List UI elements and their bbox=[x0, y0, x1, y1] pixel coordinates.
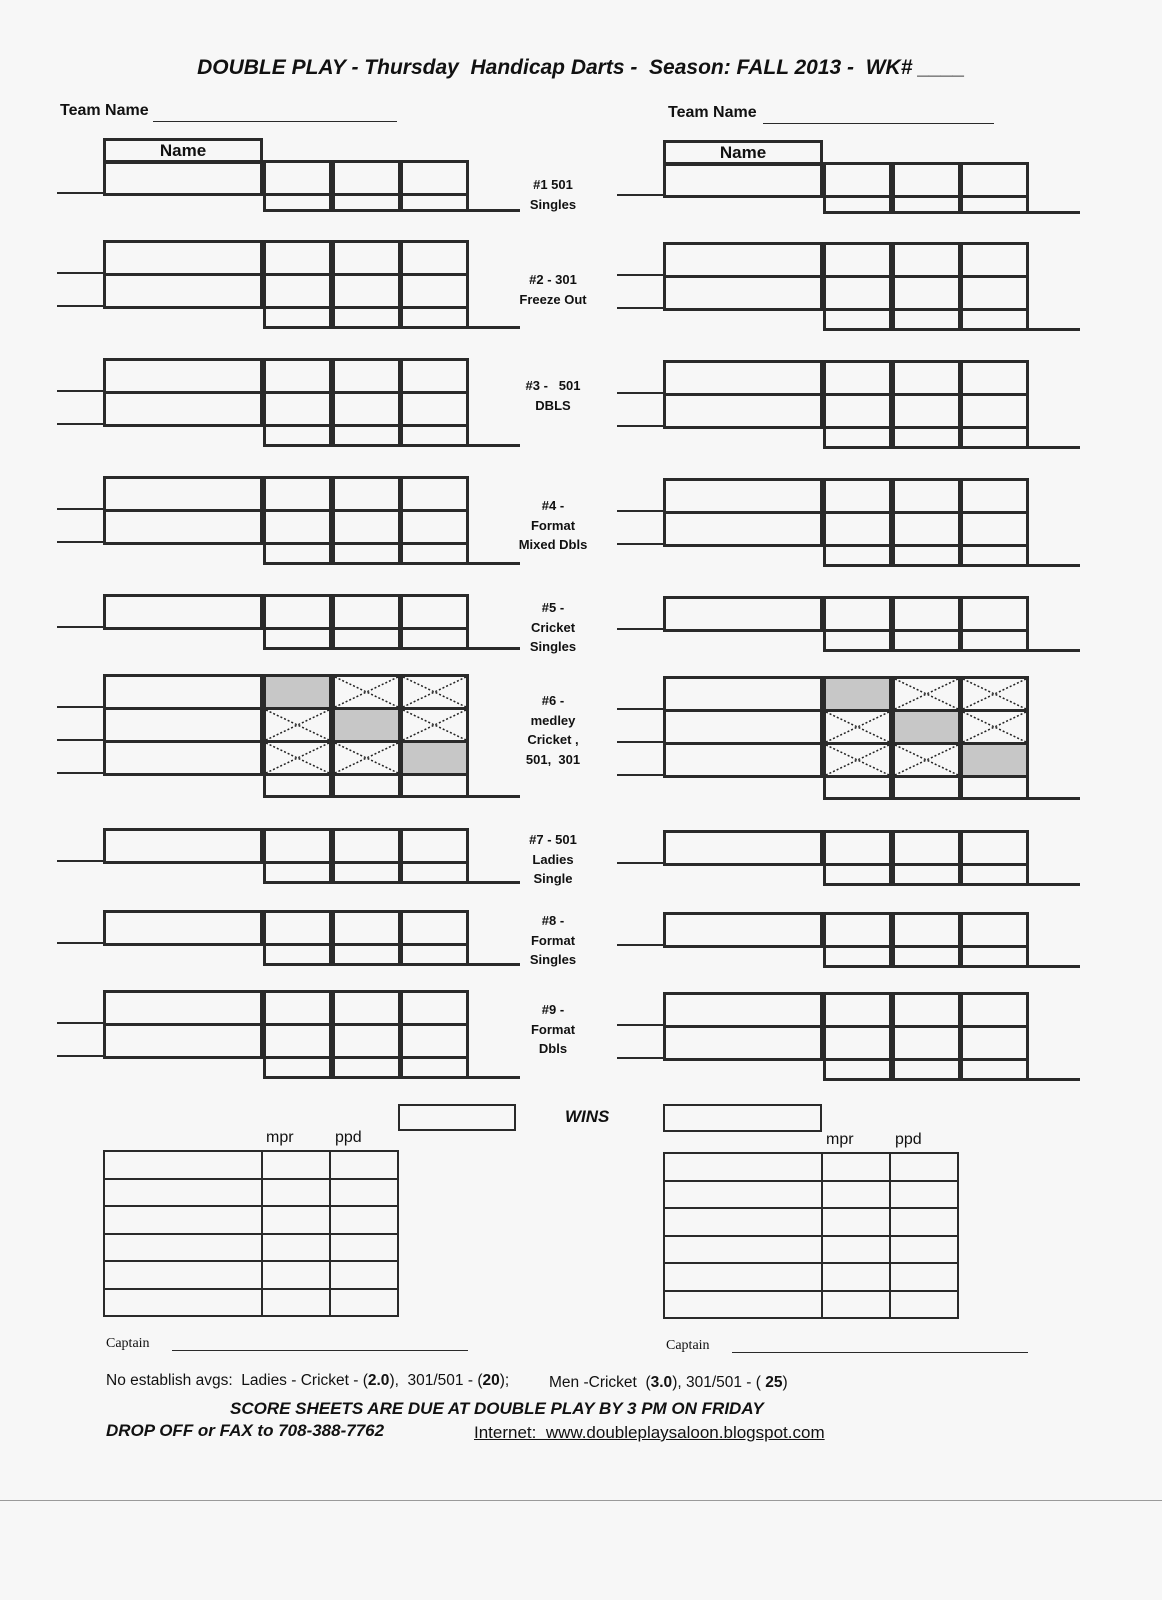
game-result-cell[interactable] bbox=[332, 943, 401, 966]
stat-ppd-cell[interactable] bbox=[329, 1260, 399, 1290]
stat-player-cell[interactable] bbox=[663, 1290, 823, 1320]
stat-ppd-cell[interactable] bbox=[329, 1178, 399, 1208]
game-result-cell[interactable] bbox=[332, 861, 401, 884]
dropoff-fax: DROP OFF or FAX to 708-388-7762 bbox=[106, 1421, 385, 1440]
game-score-cell[interactable] bbox=[263, 273, 332, 309]
game-score-cell[interactable] bbox=[823, 992, 892, 1028]
game-score-cell[interactable] bbox=[960, 1025, 1029, 1061]
row-lead-line bbox=[617, 194, 663, 196]
match-label: #7 - 501 Ladies Single bbox=[529, 832, 577, 886]
game-score-cell[interactable] bbox=[823, 596, 892, 632]
game-result-cell[interactable] bbox=[400, 861, 469, 884]
stat-mpr-cell[interactable] bbox=[821, 1207, 891, 1237]
game-score-cell[interactable] bbox=[263, 160, 332, 196]
block-tail-line bbox=[466, 795, 520, 798]
game-score-cell[interactable] bbox=[960, 511, 1029, 547]
shaded-cell bbox=[895, 712, 958, 742]
player-name-cell[interactable] bbox=[663, 275, 823, 311]
game-score-cell[interactable] bbox=[892, 912, 961, 948]
block-tail-line bbox=[1026, 328, 1080, 331]
block-tail-line bbox=[466, 562, 520, 565]
team-name-label-left: Team Name bbox=[60, 102, 149, 119]
match-label: #2 - 301 Freeze Out bbox=[519, 272, 587, 307]
game-score-cell[interactable] bbox=[332, 240, 401, 276]
game-score-cell[interactable] bbox=[400, 358, 469, 394]
stat-mpr-cell[interactable] bbox=[821, 1180, 891, 1210]
shaded-cell bbox=[266, 677, 329, 707]
game-score-cell[interactable] bbox=[892, 992, 961, 1028]
stat-player-cell[interactable] bbox=[663, 1207, 823, 1237]
game-score-cell[interactable] bbox=[892, 596, 961, 632]
row-lead-line bbox=[617, 944, 663, 946]
game-score-cell[interactable] bbox=[823, 360, 892, 396]
stat-mpr-cell[interactable] bbox=[821, 1262, 891, 1292]
stat-player-cell[interactable] bbox=[103, 1288, 263, 1318]
wins-label: WINS bbox=[565, 1107, 610, 1126]
stat-player-cell[interactable] bbox=[103, 1178, 263, 1208]
game-result-cell[interactable] bbox=[400, 627, 469, 650]
player-name-cell[interactable] bbox=[663, 393, 823, 429]
game-result-cell[interactable] bbox=[263, 861, 332, 884]
game-score-cell[interactable] bbox=[892, 511, 961, 547]
match-label: #1 501 Singles bbox=[529, 177, 577, 212]
game-score-cell[interactable] bbox=[263, 910, 332, 946]
game-result-cell[interactable] bbox=[263, 1056, 332, 1079]
internet-link[interactable]: Internet: www.doubleplaysaloon.blogspot.com bbox=[474, 1423, 825, 1442]
stat-player-cell[interactable] bbox=[663, 1180, 823, 1210]
game-result-cell[interactable] bbox=[400, 773, 469, 798]
row-lead-line bbox=[617, 307, 663, 309]
game-score-cell[interactable] bbox=[960, 992, 1029, 1028]
game-result-cell[interactable] bbox=[332, 193, 401, 212]
captain-label-left: Captain bbox=[106, 1336, 150, 1351]
row-lead-line bbox=[57, 739, 103, 741]
player-name-cell[interactable] bbox=[663, 360, 823, 396]
row-lead-line bbox=[617, 274, 663, 276]
game-score-cell[interactable] bbox=[823, 275, 892, 311]
block-tail-line bbox=[1026, 446, 1080, 449]
game-score-cell[interactable] bbox=[332, 160, 401, 196]
wins-box-left[interactable] bbox=[398, 1104, 516, 1131]
row-lead-line bbox=[57, 626, 103, 628]
mpr-header-left: mpr bbox=[266, 1129, 294, 1146]
player-name-cell[interactable] bbox=[663, 992, 823, 1028]
game-result-cell[interactable] bbox=[960, 863, 1029, 886]
game-result-cell[interactable] bbox=[823, 775, 892, 800]
crossed-cell-icon bbox=[403, 710, 466, 740]
game-result-cell[interactable] bbox=[892, 775, 961, 800]
game-result-cell[interactable] bbox=[332, 627, 401, 650]
crossed-cell-icon bbox=[963, 712, 1026, 742]
game-score-cell[interactable] bbox=[332, 828, 401, 864]
game-score-cell[interactable] bbox=[960, 360, 1029, 396]
player-name-cell[interactable] bbox=[103, 240, 263, 276]
game-score-cell[interactable] bbox=[400, 240, 469, 276]
game-result-cell[interactable] bbox=[892, 1058, 961, 1081]
page-bottom-edge bbox=[0, 1500, 1162, 1501]
game-result-cell[interactable] bbox=[823, 1058, 892, 1081]
crossed-cell-icon bbox=[826, 712, 889, 742]
game-score-cell[interactable] bbox=[400, 910, 469, 946]
stat-mpr-cell[interactable] bbox=[821, 1235, 891, 1265]
player-name-cell[interactable] bbox=[103, 594, 263, 630]
block-tail-line bbox=[1026, 1078, 1080, 1081]
block-tail-line bbox=[466, 1076, 520, 1079]
game-result-cell[interactable] bbox=[892, 544, 961, 567]
game-score-cell[interactable] bbox=[332, 990, 401, 1026]
match-label: #5 - Cricket Singles bbox=[529, 600, 577, 654]
stat-mpr-cell[interactable] bbox=[261, 1233, 331, 1263]
averages-men: Men -Cricket (3.0), 301/501 - ( 25) bbox=[549, 1374, 788, 1391]
game-result-cell[interactable] bbox=[400, 1056, 469, 1079]
game-score-cell[interactable] bbox=[823, 1025, 892, 1061]
crossed-cell-icon bbox=[403, 677, 466, 707]
game-result-cell[interactable] bbox=[823, 863, 892, 886]
row-lead-line bbox=[57, 772, 103, 774]
name-header-left: Name bbox=[103, 138, 263, 164]
game-score-cell[interactable] bbox=[960, 162, 1029, 198]
game-result-cell[interactable] bbox=[823, 426, 892, 449]
stat-ppd-cell[interactable] bbox=[889, 1207, 959, 1237]
game-score-cell[interactable] bbox=[332, 391, 401, 427]
game-result-cell[interactable] bbox=[892, 629, 961, 652]
game-score-cell[interactable] bbox=[332, 358, 401, 394]
game-result-cell[interactable] bbox=[400, 424, 469, 447]
game-result-cell[interactable] bbox=[332, 1056, 401, 1079]
game-score-cell[interactable] bbox=[823, 393, 892, 429]
stat-player-cell[interactable] bbox=[663, 1262, 823, 1292]
row-lead-line bbox=[617, 708, 663, 710]
stat-mpr-cell[interactable] bbox=[261, 1150, 331, 1180]
team-name-label-right: Team Name bbox=[668, 104, 757, 121]
captain-line-left bbox=[172, 1350, 468, 1351]
shaded-cell bbox=[335, 710, 398, 740]
game-score-cell[interactable] bbox=[823, 242, 892, 278]
wins-box-right[interactable] bbox=[663, 1104, 822, 1132]
block-tail-line bbox=[1026, 564, 1080, 567]
stat-player-cell[interactable] bbox=[103, 1233, 263, 1263]
game-score-cell[interactable] bbox=[400, 273, 469, 309]
player-name-cell[interactable] bbox=[103, 160, 263, 196]
game-score-cell[interactable] bbox=[332, 273, 401, 309]
game-result-cell[interactable] bbox=[960, 775, 1029, 800]
name-header-right: Name bbox=[663, 140, 823, 166]
game-result-cell[interactable] bbox=[263, 542, 332, 565]
block-tail-line bbox=[466, 326, 520, 329]
game-score-cell[interactable] bbox=[263, 594, 332, 630]
shaded-cell bbox=[963, 745, 1026, 775]
player-name-cell[interactable] bbox=[663, 742, 823, 778]
game-score-cell[interactable] bbox=[960, 596, 1029, 632]
block-tail-line bbox=[1026, 649, 1080, 652]
player-name-cell[interactable] bbox=[103, 910, 263, 946]
game-score-cell[interactable] bbox=[823, 478, 892, 514]
mpr-header-right: mpr bbox=[826, 1131, 854, 1148]
crossed-cell-icon bbox=[266, 710, 329, 740]
game-score-cell[interactable] bbox=[332, 910, 401, 946]
match-label: #9 - Format Dbls bbox=[530, 1002, 576, 1056]
row-lead-line bbox=[57, 192, 103, 194]
game-score-cell[interactable] bbox=[960, 393, 1029, 429]
match-label: #6 - medley Cricket , 501, 301 bbox=[525, 693, 581, 767]
player-name-cell[interactable] bbox=[663, 1025, 823, 1061]
game-result-cell[interactable] bbox=[332, 542, 401, 565]
game-result-cell[interactable] bbox=[332, 773, 401, 798]
game-score-cell[interactable] bbox=[960, 275, 1029, 311]
game-score-cell[interactable] bbox=[960, 242, 1029, 278]
stat-player-cell[interactable] bbox=[103, 1150, 263, 1180]
game-score-cell[interactable] bbox=[400, 509, 469, 545]
game-score-cell[interactable] bbox=[400, 828, 469, 864]
row-lead-line bbox=[617, 628, 663, 630]
player-name-cell[interactable] bbox=[663, 242, 823, 278]
player-name-cell[interactable] bbox=[663, 912, 823, 948]
stat-ppd-cell[interactable] bbox=[889, 1290, 959, 1320]
player-name-cell[interactable] bbox=[103, 828, 263, 864]
captain-line-right bbox=[732, 1352, 1028, 1353]
row-lead-line bbox=[617, 862, 663, 864]
player-name-cell[interactable] bbox=[103, 273, 263, 309]
block-tail-line bbox=[1026, 965, 1080, 968]
stat-mpr-cell[interactable] bbox=[821, 1152, 891, 1182]
game-score-cell[interactable] bbox=[823, 511, 892, 547]
stat-ppd-cell[interactable] bbox=[329, 1205, 399, 1235]
stat-ppd-cell[interactable] bbox=[889, 1262, 959, 1292]
player-name-cell[interactable] bbox=[663, 478, 823, 514]
game-score-cell[interactable] bbox=[892, 1025, 961, 1061]
row-lead-line bbox=[617, 1057, 663, 1059]
crossed-cell-icon bbox=[266, 743, 329, 773]
stat-mpr-cell[interactable] bbox=[261, 1260, 331, 1290]
game-score-cell[interactable] bbox=[400, 990, 469, 1026]
game-score-cell[interactable] bbox=[892, 393, 961, 429]
stat-ppd-cell[interactable] bbox=[889, 1180, 959, 1210]
game-result-cell[interactable] bbox=[960, 544, 1029, 567]
block-tail-line bbox=[1026, 797, 1080, 800]
player-name-cell[interactable] bbox=[663, 162, 823, 198]
stat-ppd-cell[interactable] bbox=[889, 1235, 959, 1265]
game-result-cell[interactable] bbox=[263, 773, 332, 798]
stat-mpr-cell[interactable] bbox=[821, 1290, 891, 1320]
game-result-cell[interactable] bbox=[960, 308, 1029, 331]
row-lead-line bbox=[57, 860, 103, 862]
player-name-cell[interactable] bbox=[103, 740, 263, 776]
player-name-cell[interactable] bbox=[103, 674, 263, 710]
game-result-cell[interactable] bbox=[400, 943, 469, 966]
row-lead-line bbox=[57, 706, 103, 708]
game-score-cell[interactable] bbox=[332, 594, 401, 630]
stat-player-cell[interactable] bbox=[663, 1152, 823, 1182]
shaded-cell bbox=[403, 743, 466, 773]
player-name-cell[interactable] bbox=[663, 676, 823, 712]
game-result-cell[interactable] bbox=[263, 193, 332, 212]
game-result-cell[interactable] bbox=[263, 306, 332, 329]
row-lead-line bbox=[57, 305, 103, 307]
team-name-line-right bbox=[763, 123, 994, 124]
row-lead-line bbox=[57, 272, 103, 274]
game-result-cell[interactable] bbox=[960, 1058, 1029, 1081]
sheet-title: DOUBLE PLAY - Thursday Handicap Darts - Season: FALL 2013 - WK# ____ bbox=[197, 56, 965, 79]
block-tail-line bbox=[1026, 211, 1080, 214]
game-score-cell[interactable] bbox=[263, 1023, 332, 1059]
game-result-cell[interactable] bbox=[263, 627, 332, 650]
player-name-cell[interactable] bbox=[103, 358, 263, 394]
game-result-cell[interactable] bbox=[892, 308, 961, 331]
game-score-cell[interactable] bbox=[892, 275, 961, 311]
game-score-cell[interactable] bbox=[263, 476, 332, 512]
game-result-cell[interactable] bbox=[823, 308, 892, 331]
game-result-cell[interactable] bbox=[892, 945, 961, 968]
row-lead-line bbox=[57, 508, 103, 510]
game-score-cell[interactable] bbox=[263, 509, 332, 545]
game-score-cell[interactable] bbox=[823, 912, 892, 948]
row-lead-line bbox=[617, 774, 663, 776]
game-score-cell[interactable] bbox=[892, 478, 961, 514]
game-score-cell[interactable] bbox=[400, 160, 469, 196]
game-score-cell[interactable] bbox=[823, 830, 892, 866]
game-score-cell[interactable] bbox=[263, 990, 332, 1026]
player-name-cell[interactable] bbox=[663, 511, 823, 547]
game-result-cell[interactable] bbox=[823, 544, 892, 567]
player-name-cell[interactable] bbox=[663, 709, 823, 745]
row-lead-line bbox=[57, 942, 103, 944]
game-score-cell[interactable] bbox=[332, 476, 401, 512]
game-score-cell[interactable] bbox=[960, 912, 1029, 948]
game-result-cell[interactable] bbox=[263, 424, 332, 447]
game-result-cell[interactable] bbox=[263, 943, 332, 966]
game-score-cell[interactable] bbox=[332, 1023, 401, 1059]
game-result-cell[interactable] bbox=[960, 945, 1029, 968]
game-score-cell[interactable] bbox=[263, 828, 332, 864]
stat-ppd-cell[interactable] bbox=[329, 1288, 399, 1318]
captain-label-right: Captain bbox=[666, 1338, 710, 1353]
crossed-cell-icon bbox=[335, 677, 398, 707]
game-score-cell[interactable] bbox=[823, 162, 892, 198]
stat-mpr-cell[interactable] bbox=[261, 1205, 331, 1235]
row-lead-line bbox=[617, 1024, 663, 1026]
crossed-cell-icon bbox=[895, 745, 958, 775]
player-name-cell[interactable] bbox=[103, 707, 263, 743]
due-notice: SCORE SHEETS ARE DUE AT DOUBLE PLAY BY 3 PM ON FRIDAY bbox=[230, 1399, 764, 1418]
player-name-cell[interactable] bbox=[103, 391, 263, 427]
game-score-cell[interactable] bbox=[263, 240, 332, 276]
crossed-cell-icon bbox=[826, 745, 889, 775]
game-result-cell[interactable] bbox=[892, 195, 961, 214]
game-result-cell[interactable] bbox=[400, 193, 469, 212]
row-lead-line bbox=[57, 390, 103, 392]
game-score-cell[interactable] bbox=[892, 162, 961, 198]
averages-women: No establish avgs: Ladies - Cricket - (2.0), 301/501 - (20); bbox=[106, 1372, 510, 1389]
player-name-cell[interactable] bbox=[103, 509, 263, 545]
game-result-cell[interactable] bbox=[400, 542, 469, 565]
row-lead-line bbox=[617, 510, 663, 512]
row-lead-line bbox=[617, 741, 663, 743]
block-tail-line bbox=[1026, 883, 1080, 886]
match-label: #8 - Format Singles bbox=[529, 913, 577, 967]
stat-player-cell[interactable] bbox=[103, 1260, 263, 1290]
crossed-cell-icon bbox=[335, 743, 398, 773]
game-score-cell[interactable] bbox=[400, 476, 469, 512]
game-score-cell[interactable] bbox=[400, 1023, 469, 1059]
game-result-cell[interactable] bbox=[892, 863, 961, 886]
game-score-cell[interactable] bbox=[263, 358, 332, 394]
row-lead-line bbox=[57, 1055, 103, 1057]
game-result-cell[interactable] bbox=[332, 306, 401, 329]
game-score-cell[interactable] bbox=[960, 478, 1029, 514]
row-lead-line bbox=[57, 1022, 103, 1024]
match-label: #4 - Format Mixed Dbls bbox=[518, 498, 588, 552]
crossed-cell-icon bbox=[963, 679, 1026, 709]
game-score-cell[interactable] bbox=[892, 242, 961, 278]
game-result-cell[interactable] bbox=[823, 629, 892, 652]
stat-ppd-cell[interactable] bbox=[329, 1233, 399, 1263]
stat-ppd-cell[interactable] bbox=[329, 1150, 399, 1180]
game-result-cell[interactable] bbox=[400, 306, 469, 329]
match-label: #3 - 501 DBLS bbox=[525, 378, 581, 413]
ppd-header-left: ppd bbox=[335, 1129, 362, 1146]
team-name-line-left bbox=[153, 121, 397, 122]
shaded-cell bbox=[826, 679, 889, 709]
game-score-cell[interactable] bbox=[332, 509, 401, 545]
stat-player-cell[interactable] bbox=[103, 1205, 263, 1235]
game-score-cell[interactable] bbox=[263, 391, 332, 427]
row-lead-line bbox=[57, 423, 103, 425]
game-score-cell[interactable] bbox=[960, 830, 1029, 866]
game-score-cell[interactable] bbox=[892, 360, 961, 396]
game-result-cell[interactable] bbox=[960, 195, 1029, 214]
game-score-cell[interactable] bbox=[892, 830, 961, 866]
block-tail-line bbox=[466, 444, 520, 447]
row-lead-line bbox=[57, 541, 103, 543]
row-lead-line bbox=[617, 543, 663, 545]
game-result-cell[interactable] bbox=[332, 424, 401, 447]
player-name-cell[interactable] bbox=[663, 596, 823, 632]
game-result-cell[interactable] bbox=[960, 629, 1029, 652]
game-result-cell[interactable] bbox=[823, 195, 892, 214]
row-lead-line bbox=[617, 392, 663, 394]
ppd-header-right: ppd bbox=[895, 1131, 922, 1148]
player-name-cell[interactable] bbox=[663, 830, 823, 866]
row-lead-line bbox=[617, 425, 663, 427]
stat-player-cell[interactable] bbox=[663, 1235, 823, 1265]
player-name-cell[interactable] bbox=[103, 476, 263, 512]
player-name-cell[interactable] bbox=[103, 990, 263, 1026]
game-score-cell[interactable] bbox=[400, 594, 469, 630]
player-name-cell[interactable] bbox=[103, 1023, 263, 1059]
game-result-cell[interactable] bbox=[960, 426, 1029, 449]
stat-mpr-cell[interactable] bbox=[261, 1178, 331, 1208]
crossed-cell-icon bbox=[895, 679, 958, 709]
stat-ppd-cell[interactable] bbox=[889, 1152, 959, 1182]
game-score-cell[interactable] bbox=[400, 391, 469, 427]
game-result-cell[interactable] bbox=[892, 426, 961, 449]
stat-mpr-cell[interactable] bbox=[261, 1288, 331, 1318]
game-result-cell[interactable] bbox=[823, 945, 892, 968]
